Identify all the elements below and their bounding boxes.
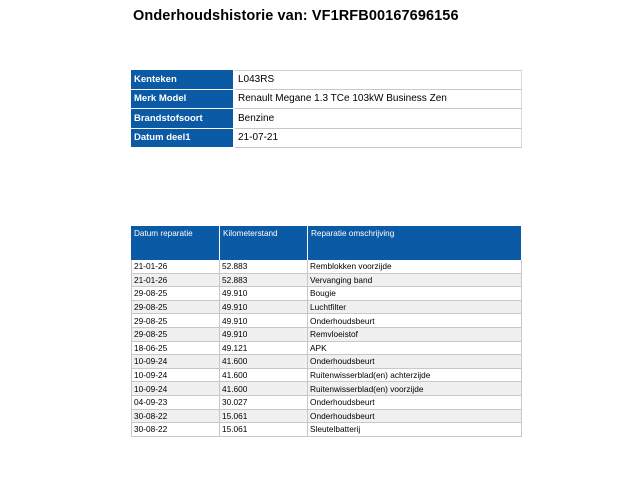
cell-date: 04-09-23 [131,396,220,410]
cell-date: 30-08-22 [131,410,220,424]
cell-mileage: 49.910 [220,314,308,328]
cell-description: Onderhoudsbeurt [308,396,522,410]
cell-description: Vervanging band [308,274,522,288]
cell-mileage: 49.910 [220,287,308,301]
vehicle-value: 21-07-21 [235,129,522,149]
cell-date: 29-08-25 [131,301,220,315]
table-row [131,328,522,342]
table-row [131,423,522,437]
vehicle-value: Benzine [235,109,522,129]
cell-mileage: 41.600 [220,382,308,396]
cell-description: Bougie [308,287,522,301]
table-row [131,396,522,410]
table-row [131,410,522,424]
cell-date: 10-09-24 [131,369,220,383]
cell-description: Ruitenwisserblad(en) voorzijde [308,382,522,396]
cell-date: 21-01-26 [131,274,220,288]
vehicle-info-table [131,70,522,148]
table-row [131,342,522,356]
cell-mileage: 52.883 [220,260,308,274]
vehicle-label: Datum deel1 [131,129,235,149]
table-row [131,287,522,301]
table-row [131,314,522,328]
column-header-description: Reparatie omschrijving [308,226,522,260]
vehicle-value: L043RS [235,70,522,90]
cell-date: 10-09-24 [131,355,220,369]
cell-mileage: 30.027 [220,396,308,410]
table-body [131,260,522,437]
cell-date: 29-08-25 [131,287,220,301]
table-row [131,382,522,396]
cell-mileage: 49.910 [220,301,308,315]
cell-description: Remblokken voorzijde [308,260,522,274]
cell-description: Sleutelbatterij [308,423,522,437]
cell-description: Onderhoudsbeurt [308,314,522,328]
cell-date: 21-01-26 [131,260,220,274]
page-title: Onderhoudshistorie van: VF1RFB00167696156 [133,8,459,24]
vehicle-label: Kenteken [131,70,235,90]
cell-date: 29-08-25 [131,328,220,342]
cell-mileage: 41.600 [220,355,308,369]
cell-description: Ruitenwisserblad(en) achterzijde [308,369,522,383]
cell-description: Onderhoudsbeurt [308,355,522,369]
cell-mileage: 52.883 [220,274,308,288]
cell-mileage: 49.910 [220,328,308,342]
vehicle-label: Merk Model [131,90,235,110]
cell-mileage: 49.121 [220,342,308,356]
table-row [131,260,522,274]
cell-mileage: 41.600 [220,369,308,383]
cell-description: Remvloeistof [308,328,522,342]
cell-description: APK [308,342,522,356]
table-row [131,369,522,383]
vehicle-row-kenteken [131,70,522,90]
vehicle-label: Brandstofsoort [131,109,235,129]
column-header-date: Datum reparatie [131,226,220,260]
cell-date: 29-08-25 [131,314,220,328]
vehicle-value: Renault Megane 1.3 TCe 103kW Business Zen [235,90,522,110]
table-header [131,226,522,260]
table-row [131,301,522,315]
cell-description: Onderhoudsbeurt [308,410,522,424]
vehicle-row-merk-model [131,90,522,110]
cell-description: Luchtfilter [308,301,522,315]
cell-mileage: 15.061 [220,410,308,424]
cell-date: 30-08-22 [131,423,220,437]
table-row [131,274,522,288]
cell-date: 10-09-24 [131,382,220,396]
vehicle-row-brandstofsoort [131,109,522,129]
repair-history-table [131,226,522,437]
table-row [131,355,522,369]
vehicle-row-datum-deel1 [131,129,522,149]
cell-date: 18-06-25 [131,342,220,356]
cell-mileage: 15.061 [220,423,308,437]
column-header-mileage: Kilometerstand [220,226,308,260]
